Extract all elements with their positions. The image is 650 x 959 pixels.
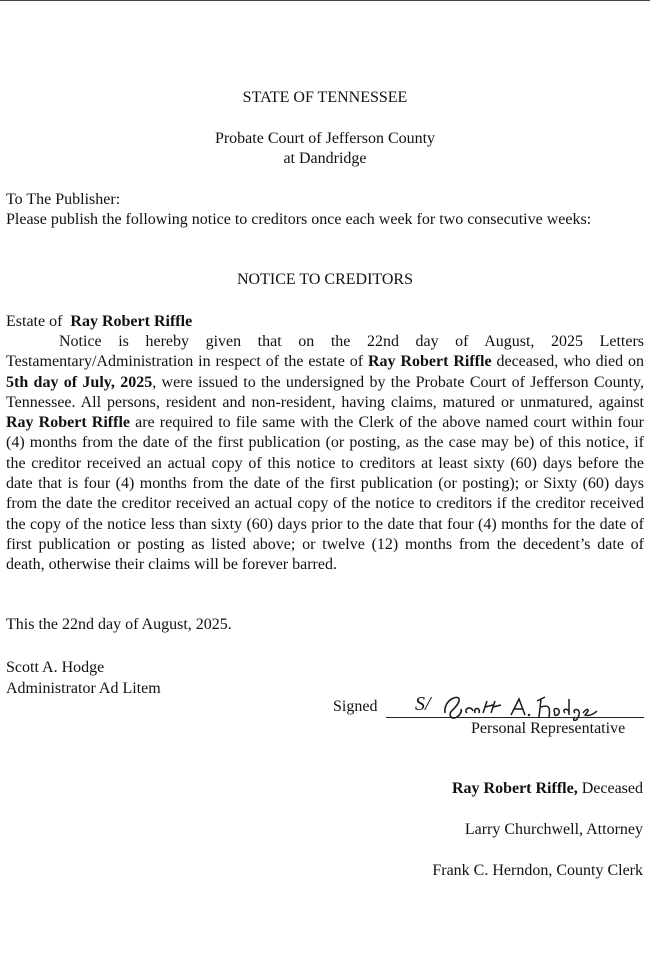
body-part-3: , were issued to the undersigned by the Probate Court of Jefferson County, Tennessee. All persons, resident and non-resident, having claims, matured or unmatured, against bbox=[6, 373, 645, 411]
county-clerk-line: Frank C. Herndon, County Clerk bbox=[432, 862, 643, 879]
body-name-1: Ray Robert Riffle bbox=[368, 353, 492, 371]
publisher-salutation: To The Publisher: bbox=[6, 191, 121, 208]
signature-role: Personal Representative bbox=[471, 720, 626, 737]
signed-label: Signed bbox=[333, 698, 378, 715]
estate-prefix: Estate of bbox=[6, 313, 63, 330]
administrator-name: Scott A. Hodge bbox=[6, 659, 105, 676]
administrator-title: Administrator Ad Litem bbox=[6, 680, 161, 697]
state-heading: STATE OF TENNESSEE bbox=[242, 89, 408, 106]
body-part-4: are required to file same with the Clerk of the above named court within four (4) months from the date of the first publication (or posting, as the case may be) of this notice, if the creditor received an actual copy of this notice to creditors at least sixty (60) days before the date that is four (4) months from the date of the first publication (or posting); or Sixty (60) days from the date the creditor received an actual copy of the notice to creditors if the creditor received the copy of the notice less than sixty (60) days prior to the date that four (4) months for the date of first publication or posting as listed above; or twelve (12) months from the decedent’s date of death, otherwise their claims will be forever barred. bbox=[6, 414, 645, 574]
estate-line bbox=[6, 312, 646, 332]
body-name-2: Ray Robert Riffle bbox=[6, 414, 130, 432]
court-heading bbox=[0, 129, 650, 169]
court-location: at Dandridge bbox=[283, 150, 367, 167]
estate-name: Ray Robert Riffle bbox=[70, 313, 193, 330]
court-name: Probate Court of Jefferson County bbox=[214, 130, 436, 147]
signature-prefix: S/ bbox=[415, 693, 431, 715]
handwritten-signature bbox=[441, 691, 601, 721]
body-part-2: deceased, who died on bbox=[496, 353, 645, 371]
attorney-line: Larry Churchwell, Attorney bbox=[464, 821, 643, 838]
publisher-block bbox=[6, 190, 642, 230]
deceased-label: Deceased bbox=[581, 780, 643, 797]
publisher-request: Please publish the following notice to creditors once each week for two consecutive weeks: bbox=[6, 211, 592, 228]
body-part-1: Notice is hereby given that on the 22nd day of August, 2025 Letters Testamentary/Administration in respect of the estate of bbox=[6, 333, 644, 371]
signature-row bbox=[333, 691, 645, 721]
signature-name: Scott A. Hodge bbox=[441, 691, 448, 692]
dated-line: This the 22nd day of August, 2025. bbox=[6, 616, 232, 633]
deceased-name: Ray Robert Riffle, bbox=[451, 780, 578, 797]
administrator-block bbox=[6, 657, 161, 699]
notice-body bbox=[6, 332, 644, 576]
notice-title: NOTICE TO CREDITORS bbox=[236, 271, 413, 288]
deceased-line bbox=[452, 780, 643, 798]
body-death-date: 5th day of July, 2025 bbox=[6, 373, 153, 391]
